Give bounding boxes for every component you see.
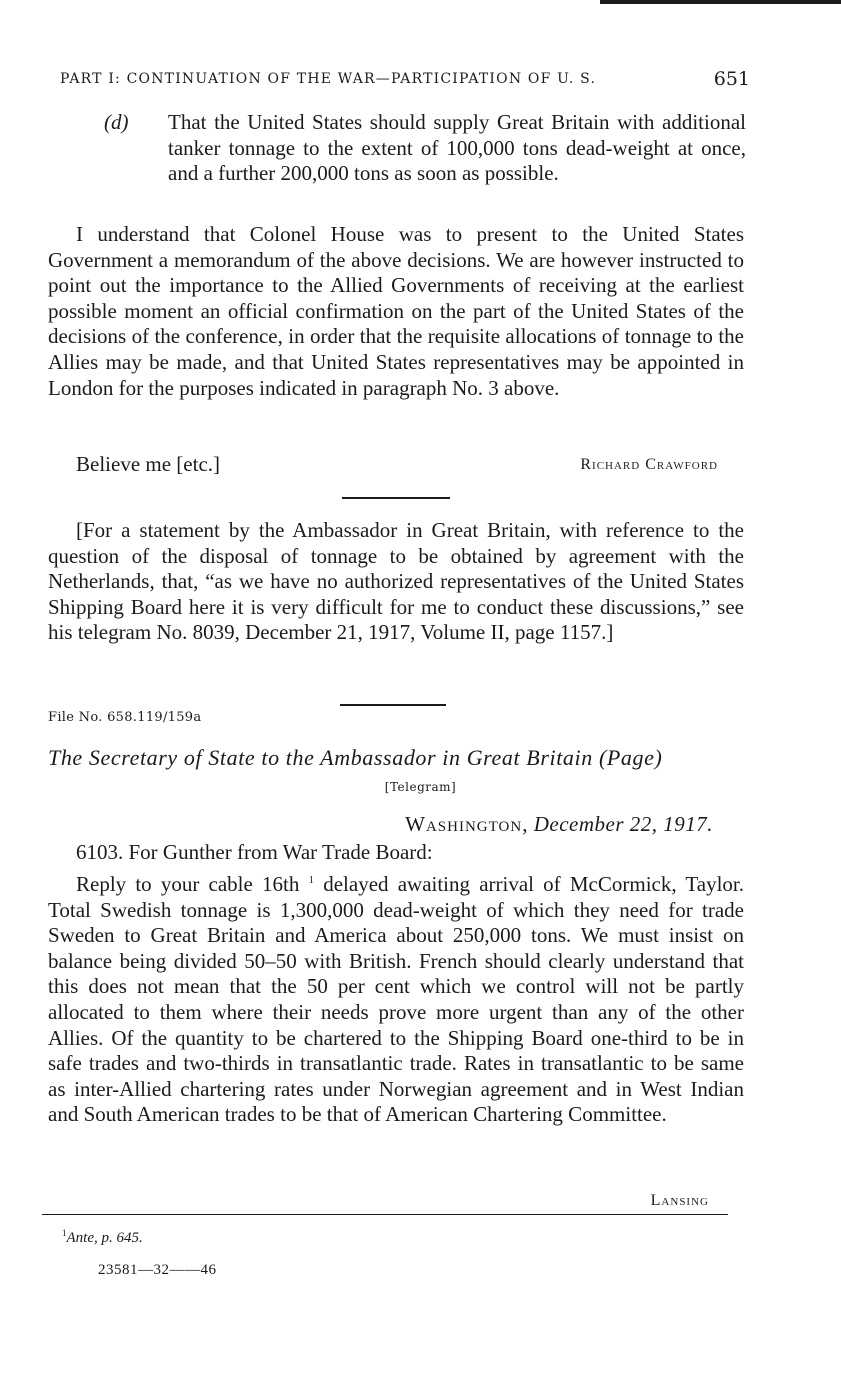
file-number: File No. 658.119/159a [48, 710, 202, 725]
footnote [62, 1228, 143, 1247]
letter-closing: Believe me [etc.] [76, 452, 221, 476]
telegram-opening: 6103. For Gunther from War Trade Board: [76, 840, 433, 864]
item-d-text: That the United States should supply Great Britain with additional tanker tonnage to the extent of 100,000 tons dead-weight at once, and a further 200,000 tons as soon as possible. [168, 110, 746, 186]
dateline-place: Washington, [405, 812, 529, 836]
document-type: [Telegram] [384, 780, 457, 794]
document-title: The Secretary of State to the Ambassador in Great Britain (Page) [48, 745, 663, 770]
running-title: PART I: CONTINUATION OF THE WAR—PARTICIPATION OF U. S. [60, 71, 597, 87]
footnote-text: Ante, p. 645. [66, 1230, 143, 1246]
letter-signature: Richard Crawford [580, 456, 718, 473]
footnote-rule [42, 1214, 728, 1215]
editorial-note: [For a statement by the Ambassador in Great Britain, with reference to the question of the disposal of tonnage to be obtained by agreement with the Netherlands, that, “as we have no authorized representatives of the United States Shipping Board here it is very difficult for me to conduct these discussions,” see his telegram No. 8039, December 21, 1917, Volume II, page 1157.] [48, 518, 744, 645]
item-d-label: (d) [104, 110, 129, 134]
telegram-body [48, 868, 744, 1128]
section-divider [342, 497, 450, 499]
telegram-body-rest: delayed awaiting arrival of McCormick, Taylor. Total Swedish tonnage is 1,300,000 dead-weight of which they need for trade Sweden to Great Britain and America about 250,000 tons. We must insist on balance being divided 50–50 with British. French should clearly understand that this does not mean that the 50 per cent which we control will not be partly allocated to them where their needs prove more urgent than any of the other Allies. Of the quantity to be chartered to the Shipping Board one-third to be in safe trades and two-thirds in transatlantic trade. Rates in transatlantic to be same as inter-Allied chartering rates under Norwegian agreement and in West Indian and South American trades to be that of American Chartering Committee. [48, 872, 744, 1127]
letter-body: I understand that Colonel House was to present to the United States Government a memorandum of the above decisions. We are however instructed to point out the importance to the Allied Governments of receiving at the earliest possible moment an official confirmation on the part of the United States of the decisions of the conference, in order that the requisite allocations of tonnage to the Allies may be made, and that United States representatives may be appointed in London for the purposes indicated in paragraph No. 3 above. [48, 222, 744, 400]
top-edge-rule [600, 0, 841, 4]
dateline-date: December 22, 1917. [533, 812, 713, 836]
dateline [405, 812, 713, 837]
section-divider [340, 704, 446, 706]
footnote-number: 1 [62, 1228, 67, 1238]
item-d [104, 110, 746, 187]
telegram-signature: Lansing [650, 1192, 709, 1209]
footnote-marker: 1 [308, 874, 315, 886]
printer-mark: 23581—32——46 [98, 1262, 217, 1278]
page-number: 651 [713, 68, 750, 90]
running-header [60, 64, 750, 94]
telegram-body-start: Reply to your cable 16th [76, 872, 300, 896]
